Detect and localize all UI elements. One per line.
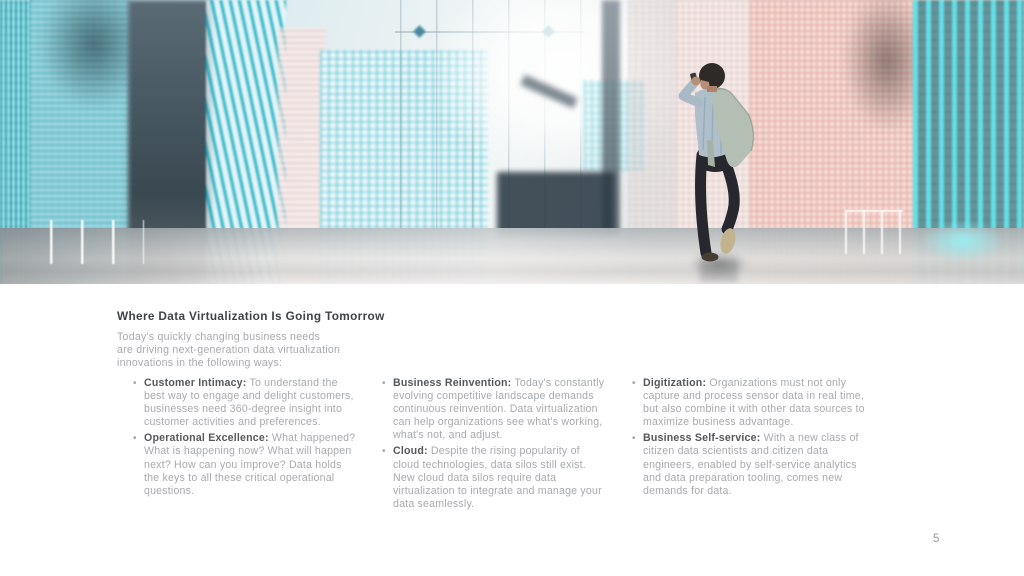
intro-line: are driving next-generation data virtualization	[117, 344, 341, 357]
item-text: What happened? What is happening now? What will happen next? How can you improve? Data holds the keys to all these critical operational questions.	[144, 432, 356, 497]
item-lead: Business Reinvention:	[393, 377, 512, 389]
bullet-marker: •	[632, 433, 636, 445]
page-title: Where Data Virtualization Is Going Tomorrow	[117, 309, 385, 323]
intro-text	[117, 331, 340, 370]
list-item	[631, 377, 869, 429]
item-lead: Operational Excellence:	[144, 432, 269, 445]
walking-man-figure	[665, 55, 765, 275]
bullet-marker: •	[632, 378, 636, 389]
white-poles-left	[50, 220, 144, 264]
item-text: Organizations must not only capture and process sensor data in real time, but also combine it with other data sources to maximize business advantage.	[643, 377, 865, 429]
list-item	[381, 445, 607, 510]
intro-line: Today's quickly changing business needs	[117, 331, 321, 343]
item-text: To understand the best way to engage and delight customers, businesses need 360-degree insight into customer activities and preferences.	[144, 377, 354, 429]
cyan-floor-glow	[920, 220, 1006, 262]
list-item	[381, 377, 607, 442]
bullet-marker: •	[133, 433, 137, 445]
bullet-column-3	[631, 377, 869, 501]
item-text: Today's constantly evolving competitive landscape demands continuous reinvention. Data virtualization can help organizations see what's working, what's not, and adjust.	[393, 377, 605, 442]
item-lead: Digitization:	[643, 377, 707, 389]
bullet-column-2	[381, 377, 607, 514]
bullet-marker: •	[133, 378, 137, 389]
bullet-marker: •	[382, 378, 386, 389]
list-item	[132, 432, 358, 497]
white-railing-right	[845, 210, 903, 254]
item-text: Despite the rising popularity of cloud technologies, data silos still exist. New cloud data silos require data virtualization to integrate and manage your data seamlessly.	[393, 445, 602, 510]
item-lead: Cloud:	[393, 445, 428, 458]
list-item	[132, 377, 358, 429]
list-item	[631, 432, 869, 497]
dark-horizontal-band	[497, 172, 615, 236]
item-lead: Business Self-service:	[643, 432, 761, 445]
page-number: 5	[933, 533, 940, 545]
bullet-marker: •	[382, 446, 386, 458]
intro-line: innovations in the following ways:	[117, 357, 283, 370]
item-lead: Customer Intimacy:	[144, 377, 247, 389]
bullet-column-1	[132, 377, 358, 501]
item-text: With a new class of citizen data scientists and citizen data engineers, enabled by self-service analytics and data preparation tooling, comes new demands for data.	[643, 432, 859, 497]
hero-image	[0, 0, 1024, 284]
